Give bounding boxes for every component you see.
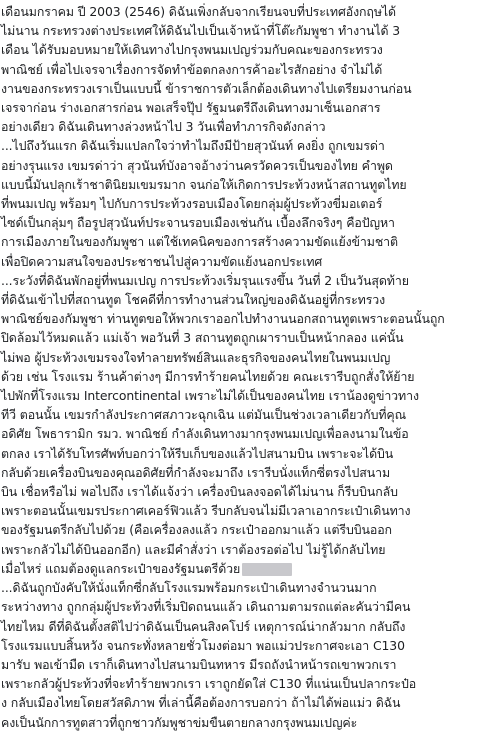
text-line: อย่างรุนแรง เขมรด่าว่า สุวนันท์บังอาจอ้างว่านครวัดควรเป็นของไทย คำพูด — [1, 157, 393, 173]
text-line: ที่ดิฉันเข้าไปที่สถานทูต โชคดีที่การทำงานส่วนใหญ่ของดิฉันอยู่ที่กระทรวง — [1, 292, 386, 308]
text-line: ไซด์เป็นกลุ่มๆ ถือรูปสุวนันท์ประจานรอบเมืองเช่นกัน เบื้องลึกจริงๆ คือปัญหา — [1, 215, 395, 231]
text-line: อดิศัย โพธารามิก รมว. พาณิชย์ กำลังเดินทางมากรุงพนมเปญเพื่อลงนามในข้อ — [1, 426, 409, 442]
paragraph-1 — [1, 2, 483, 136]
text-line: เดือน ได้รับมอบหมายให้เดินทางไปกรุงพนมเปญร่วมกับคณะของกระทรวง — [1, 42, 383, 58]
text-line: เพื่อปิดความสนใจของประชาชนไปสู่ความขัดแย้งนอกประเทศ — [1, 253, 323, 269]
text-line: ด้วย เช่น โรงแรม ร้านค้าต่างๆ มีการทำร้ายคนไทยด้วย คณะเรารีบถูกสั่งให้ย้าย — [1, 368, 415, 384]
text-line: ที่พนมเปญ พร้อมๆ ไปกับการประท้วงรอบเมืองโดยกลุ่มผู้ประท้วงขี่มอเตอร์ — [1, 196, 383, 212]
text-line: เดือนมกราคม ปี 2003 (2546) ดิฉันเพิ่งกลับจากเรียนจบที่ประเทศอังกฤษได้ — [1, 4, 396, 19]
text-line: ...ระวังที่ดิฉันพักอยู่ที่พนมเปญ การประท้วงเริ่มรุนแรงขึ้น วันที่ 2 เป็นวันสุดท้าย — [1, 272, 409, 288]
redacted-block — [242, 563, 292, 576]
text-line: เจรจาก่อน ร่างเอกสารก่อน พอเสร็จปุ๊ป รัฐมนตรีถึงเดินทางมาเซ็นเอกสาร — [1, 100, 381, 116]
text-line: ไทยไหม ดีที่ดิฉันตั้งสติไปว่าดิฉันเป็นคนสิงคโปร์ เหตุการณ์น่ากลัวมาก กลับถึง — [1, 618, 406, 634]
text-line: ไม่นาน กระทรวงต่างประเทศให้ดิฉันไปเป็นเจ้าหน้าที่โต๊ะกัมพูชา ทำงานได้ 3 — [1, 23, 401, 39]
text-line: ของรัฐมนตรีกลับไปด้วย (คือเครื่องลงแล้ว กระเป๋าออกมาแล้ว แต่รีบบินออก — [1, 522, 392, 538]
text-line: โรงแรมแบบสิ้นหวัง จนกระทั่งหลายชั่วโมงต่อมา พอแม่วประกาศจะเอา C130 — [1, 637, 405, 653]
text-line: ...ไปถึงวันแรก ดิฉันเริ่มแปลกใจว่าทำไมถึงมีป้ายสุวนันท์ คงยิ่ง ถูกเขมรด่า — [1, 138, 385, 154]
text-line: กลับด้วยเครื่องบินของคุณอดิศัยที่กำลังจะมาถึง เรารีบนั่งแท็กซี่ตรงไปสนาม — [1, 464, 391, 480]
text-line: ไปพักที่โรงแรม Intercontinental เพราะไม่ได้เป็นของคนไทย เราน้องดูข่าวทาง — [1, 388, 419, 404]
text-line — [1, 559, 483, 578]
text-line: คงเป็นนักการทูตสาวที่ถูกชาวกัมพูชาข่มขืนตายกลางกรุงพนมเปญค่ะ — [1, 714, 358, 730]
text-line: เพราะกลัวไม่ได้บินออกอีก) และมีคำสั่งว่า เราต้องรอต่อไป ไม่รู้ได้กลับไทย — [1, 541, 386, 557]
text-line: มารับ พอเข้ามืด เราก็เดินทางไปสนามบินทหาร มีรถถังนำหน้ารถเขาพวกเรา — [1, 656, 397, 672]
text-line: แบบนี้มันปลุกเร้าชาตินิยมเขมรมาก จนก่อให้เกิดการประท้วงหน้าสถานทูตไทย — [1, 176, 407, 192]
text-line: ตกลง เราได้รับโทรศัพท์บอกว่าให้รีบเก็บของแล้วไปสนามบิน เพราะจะได้บิน — [1, 445, 394, 461]
text-line: ทีวี ตอนนั้น เขมรกำลังประกาศสภาวะฉุกเฉิน แต่มันเป็นช่วงเวลาเดียวกับที่คุณ — [1, 407, 406, 423]
paragraph-3 — [1, 271, 483, 578]
text-line: ไม่พอ ผู้ประท้วงเขมรจงใจทำลายทรัพย์สินและธุรกิจของคนไทยในพนมเปญ — [1, 349, 391, 365]
text-line: งานของกระทรวงเราเป็นแบบนี้ ข้าราชการตัวเล็กต้องเดินทางไปเตรียมงานก่อน — [1, 80, 412, 96]
text-line: ง กลับเมืองไทยโดยสวัสดิภาพ ที่เล่านี้คือต้องการบอกว่า ถ้าไม่ได้พ่อแม่ว ดิฉัน — [1, 695, 401, 711]
text-line: ...ดิฉันถูกบังคับให้นั่งแท็กซี่กลับโรงแรมพร้อมกระเป๋าเดินทางจำนวนมาก — [1, 580, 377, 596]
text-line: เพราะตอนนั้นเขมรประกาศเคอร์ฟิวแล้ว รีบกลับจนไม่มีเวลาเอากระเป๋าเดินทาง — [1, 503, 411, 519]
text-line: พาณิชย์ เพื่อไปเจรจาเรื่องการจัดทำข้อตกลงการค้าอะไรสักอย่าง จำไม่ได้ — [1, 61, 383, 77]
text-line: ระหว่างทาง ถูกกลุ่มผู้ประท้วงที่เริ่มปิดถนนแล้ว เดินถามตามรถแต่ละคันว่ามีคน — [1, 599, 411, 615]
text-line: เพราะกลัวผู้ประท้วงที่จะทำร้ายพวกเรา เราถูกยัดใส่ C130 ที่แน่นเป็นปลากระป๋อ — [1, 676, 417, 692]
paragraph-4 — [1, 578, 483, 732]
text-line-content: เมื่อไหร่ แถมต้องดูแลกระเป๋าของรัฐมนตรีด้วย — [1, 560, 241, 576]
text-line: ปิดล้อมไว้หมดแล้ว แม่เจ้า พอวันที่ 3 สถานทูตถูกเผาราบเป็นหน้ากลอง แค่นั้น — [1, 330, 404, 346]
text-line: พาณิชย์ของกัมพูชา ท่านทูตขอให้พวกเราออกไปทำงานนอกสถานทูตเพราะตอนนั้นถูก — [1, 311, 445, 327]
text-line: บิน เชื่อหรือไม่ พอไปถึง เราได้แจ้งว่า เครื่องบินลงจอดได้ไม่นาน ก็รีบบินกลับ — [1, 484, 398, 500]
text-line: การเมืองภายในของกัมพูชา แต่ใช้เทคนิคของการสร้างความขัดแย้งข้ามชาติ — [1, 234, 398, 250]
paragraph-2 — [1, 136, 483, 270]
text-line: อย่างเดียว ดิฉันเดินทางล่วงหน้าไป 3 วันเพื่อทำภารกิจดังกล่าว — [1, 119, 326, 135]
